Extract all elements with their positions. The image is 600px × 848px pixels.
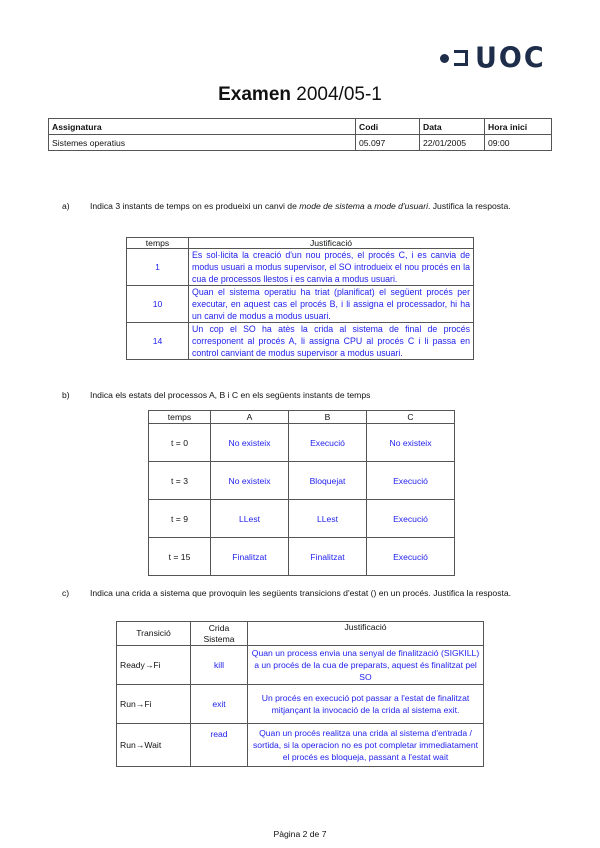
syscall-cell: kill [191,646,248,685]
col-header: Crida Sistema [191,622,248,646]
question-text: Indica els estats del processos A, B i C en els següents instants de temps [90,390,371,400]
col-header: Justificació [189,238,474,249]
state-cell: No existeix [211,462,289,500]
header-col: Assignatura [49,119,356,135]
col-header: Justificació [248,622,484,646]
table-row [127,286,474,323]
col-header: temps [127,238,189,249]
state-cell: Finalitzat [289,538,367,576]
time-cell: t = 9 [149,500,211,538]
header-col: Data [420,119,485,135]
question-text [90,200,540,212]
q-em: mode de sistema [299,201,365,211]
table-a [126,237,474,360]
exam-header-table [48,118,552,151]
state-cell: Execució [367,538,455,576]
q-em: mode d'usuari [374,201,428,211]
question-text: Indica una crida a sistema que provoquin les següents transicions d'estat () en un procés. Justifica la resposta. [90,588,512,598]
table-c [116,621,484,767]
logo-bracket-icon [454,50,468,66]
uoc-logo [440,41,546,75]
table-row [127,249,474,286]
state-cell: LLest [211,500,289,538]
question-b [62,389,540,401]
table-row [127,323,474,360]
state-cell: Execució [367,462,455,500]
header-col: Hora inici [485,119,552,135]
syscall-cell: read [191,724,248,767]
table-row [117,724,484,767]
state-cell: Execució [367,500,455,538]
state-cell: No existeix [367,424,455,462]
col-header: B [289,411,367,424]
header-value: Sistemes operatius [49,135,356,151]
table-row [149,462,455,500]
temps-cell: 1 [127,249,189,286]
transition-cell: Run→Wait [117,724,191,767]
syscall-cell: exit [191,685,248,724]
page-title [0,84,600,106]
table-row [117,685,484,724]
table-row [149,500,455,538]
state-cell: No existeix [211,424,289,462]
page-number: Pàgina 2 de 7 [273,829,327,839]
time-cell: t = 3 [149,462,211,500]
q-text: Indica 3 instants de temps on es produeixi un canvi de [90,201,300,211]
transition-cell: Run→Fi [117,685,191,724]
temps-cell: 10 [127,286,189,323]
justification-cell: Es sol·licita la creació d'un nou procés, el procés C, i es canvia de modus usuari a modus supervisor, el SO introdueix el nou procés en la cua de processos llestos i es canvia a modus usuari. [189,249,474,286]
justification-cell: Un cop el SO ha atès la crida al sistema de final de procés corresponent al procés A, li assigna CPU al procés C i li passa en control canviant de modus supervisor a modus usuari. [189,323,474,360]
header-value: 05.097 [356,135,420,151]
title-bold: Examen [218,84,291,105]
table-row [149,424,455,462]
state-cell: Finalitzat [211,538,289,576]
question-c [62,587,540,599]
header-col: Codi [356,119,420,135]
col-header: C [367,411,455,424]
justification-cell: Un procés en execució pot passar a l'estat de finalitzat mitjançant la invocació de la crida al sistema exit. [248,685,484,724]
table-b [148,410,455,576]
logo-text: UOC [475,41,546,75]
justification-cell: Quan el sistema operatiu ha triat (planificat) el següent procés per executar, en aquest cas el procés B, i li assigna el processador, hi ha un canvi de modus a modus usuari. [189,286,474,323]
header-value: 22/01/2005 [420,135,485,151]
q-text: . Justifica la resposta. [427,201,511,211]
q-text: a [364,201,375,211]
justification-cell: Quan un procés realitza una crida al sistema d'entrada / sortida, si la operacion no es pot completar immediatament el procés es bloqueja, passant a l'estat wait [248,724,484,767]
table-row [117,646,484,685]
header-value: 09:00 [485,135,552,151]
title-rest: 2004/05-1 [291,84,382,105]
question-label: c) [62,588,70,598]
col-header: temps [149,411,211,424]
transition-cell: Ready→Fi [117,646,191,685]
state-cell: Execució [289,424,367,462]
question-a [62,200,540,212]
temps-cell: 14 [127,323,189,360]
time-cell: t = 0 [149,424,211,462]
time-cell: t = 15 [149,538,211,576]
state-cell: LLest [289,500,367,538]
col-header: A [211,411,289,424]
logo-dot-icon [440,54,449,63]
col-header: Transició [117,622,191,646]
question-label: a) [62,201,70,211]
table-row [149,538,455,576]
justification-cell: Quan un process envia una senyal de finalització (SIGKILL) a un procés de la cua de preparats, aquest és finalitzat pel SO [248,646,484,685]
state-cell: Bloquejat [289,462,367,500]
question-label: b) [62,390,70,400]
